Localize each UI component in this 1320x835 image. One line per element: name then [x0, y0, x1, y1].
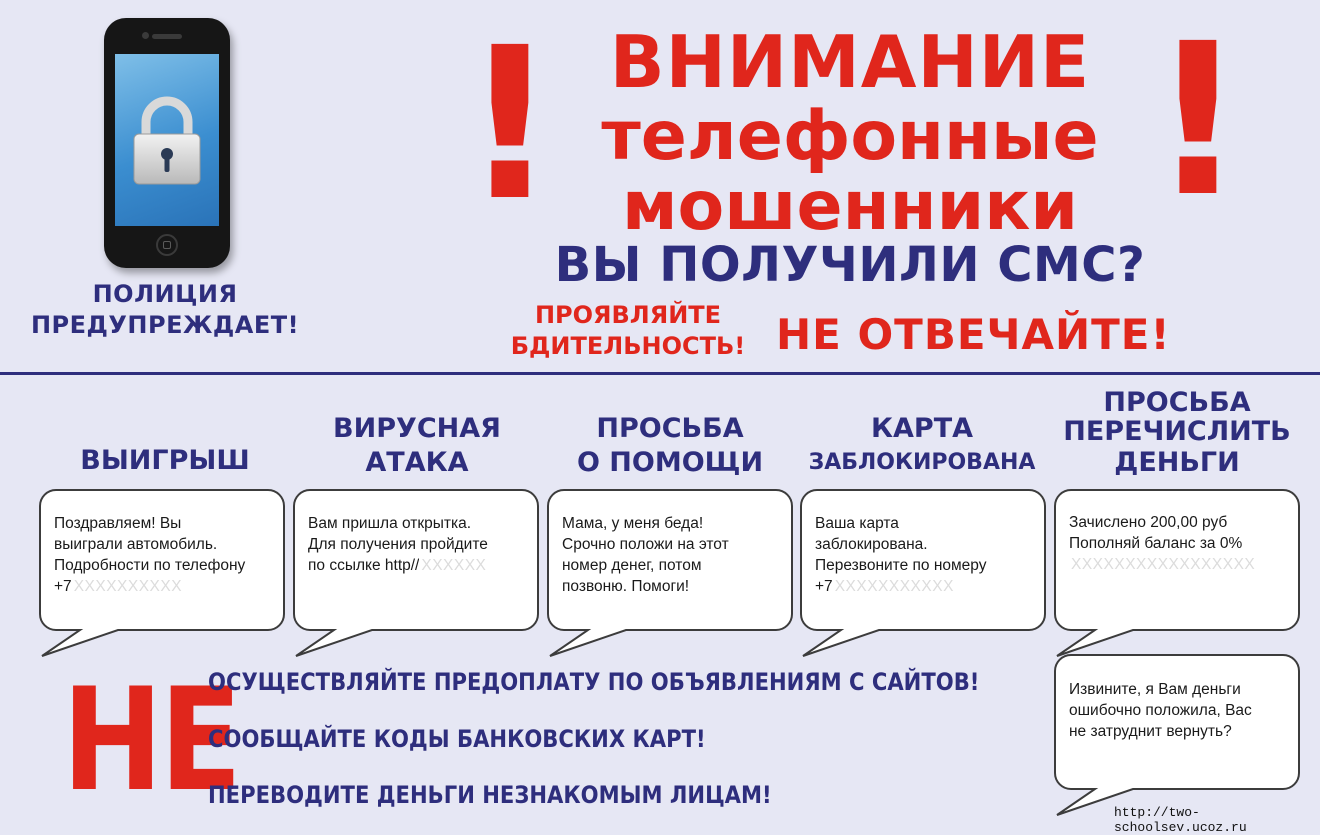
sms-message — [54, 513, 245, 597]
category-heading: ДЕНЬГИ — [1114, 447, 1240, 478]
title-phone: телефонные — [601, 97, 1099, 176]
message-line: Пополняй баланс за 0% — [1069, 535, 1243, 552]
smartphone-icon — [104, 18, 230, 268]
message-line: номер денег, потом — [562, 557, 702, 574]
masked-value: XXXXXX — [421, 557, 487, 574]
sms-question: ВЫ ПОЛУЧИЛИ СМС? — [554, 237, 1146, 293]
masked-value: XXXXXXXXXX — [73, 578, 183, 595]
no-answer-warning: НЕ ОТВЕЧАЙТЕ! — [776, 310, 1171, 359]
message-line: выиграли автомобиль. — [54, 536, 218, 553]
rule-prepayment: ОСУЩЕСТВЛЯЙТЕ ПРЕДОПЛАТУ ПО ОБЪЯВЛЕНИЯМ С САЙТОВ! — [208, 668, 980, 696]
police-line-2: ПРЕДУПРЕЖДАЕТ! — [30, 311, 300, 339]
sms-message — [1069, 512, 1257, 575]
category-heading: ПРОСЬБА — [596, 413, 744, 444]
sms-message — [815, 513, 987, 597]
category-heading: ЗАБЛОКИРОВАНА — [808, 450, 1036, 475]
source-url: http://two-schoolsev.ucoz.ru — [1114, 805, 1247, 835]
message-line: Для получения пройдите — [308, 536, 488, 553]
rule-transfer: ПЕРЕВОДИТЕ ДЕНЬГИ НЕЗНАКОМЫМ ЛИЦАМ! — [208, 781, 772, 809]
message-line: Подробности по телефону — [54, 557, 246, 574]
police-warning — [20, 279, 310, 341]
message-line: Извините, я Вам деньги — [1069, 681, 1241, 698]
message-line: +7 — [815, 578, 833, 595]
category-heading: О ПОМОЩИ — [576, 447, 764, 478]
exclamation-right: ! — [1150, 0, 1246, 243]
category-heading: ВИРУСНАЯ — [333, 413, 501, 444]
category-heading: ПЕРЕЧИСЛИТЬ — [1063, 416, 1291, 447]
message-line: Перезвоните по номеру — [815, 557, 987, 574]
message-line: Зачислено 200,00 руб — [1069, 514, 1228, 531]
category-heading: ПРОСЬБА — [1103, 387, 1251, 418]
rule-card-codes: СООБЩАЙТЕ КОДЫ БАНКОВСКИХ КАРТ! — [208, 725, 706, 753]
category-heading: ВЫИГРЫШ — [80, 445, 250, 476]
message-line: ошибочно положила, Вас — [1069, 702, 1252, 719]
masked-value: XXXXXXXXXXX — [834, 578, 954, 595]
divider — [0, 372, 1320, 375]
title-fraudsters: мошенники — [621, 167, 1079, 246]
message-line: Ваша карта — [815, 515, 899, 532]
police-line-1: ПОЛИЦИЯ — [92, 280, 238, 308]
category-heading: АТАКА — [365, 447, 469, 478]
message-line: +7 — [54, 578, 72, 595]
sms-message-extra — [1069, 679, 1252, 742]
title-attention: ВНИМАНИЕ — [609, 20, 1091, 104]
message-line: по ссылке http// — [308, 557, 420, 574]
sms-message — [308, 513, 488, 576]
vigilance-line-1: ПРОЯВЛЯЙТЕ — [534, 301, 722, 329]
message-line: Вам пришла открытка. — [308, 515, 472, 532]
message-line: не затруднит вернуть? — [1069, 723, 1232, 740]
message-line: заблокирована. — [815, 536, 928, 553]
vigilance-line-2: БДИТЕЛЬНОСТЬ! — [510, 332, 746, 360]
category-heading: КАРТА — [870, 413, 974, 444]
message-line: Срочно положи на этот — [562, 536, 729, 553]
message-line: Мама, у меня беда! — [562, 515, 704, 532]
message-line: Поздравляем! Вы — [54, 515, 182, 532]
ne-big-label: НЕ — [62, 658, 239, 823]
message-line: позвоню. Помоги! — [562, 578, 690, 595]
padlock-icon — [130, 96, 204, 186]
masked-value: XXXXXXXXXXXXXXXXX — [1071, 556, 1256, 573]
sms-message — [562, 513, 729, 597]
exclamation-left: ! — [462, 2, 558, 247]
vigilance-note — [488, 300, 768, 362]
